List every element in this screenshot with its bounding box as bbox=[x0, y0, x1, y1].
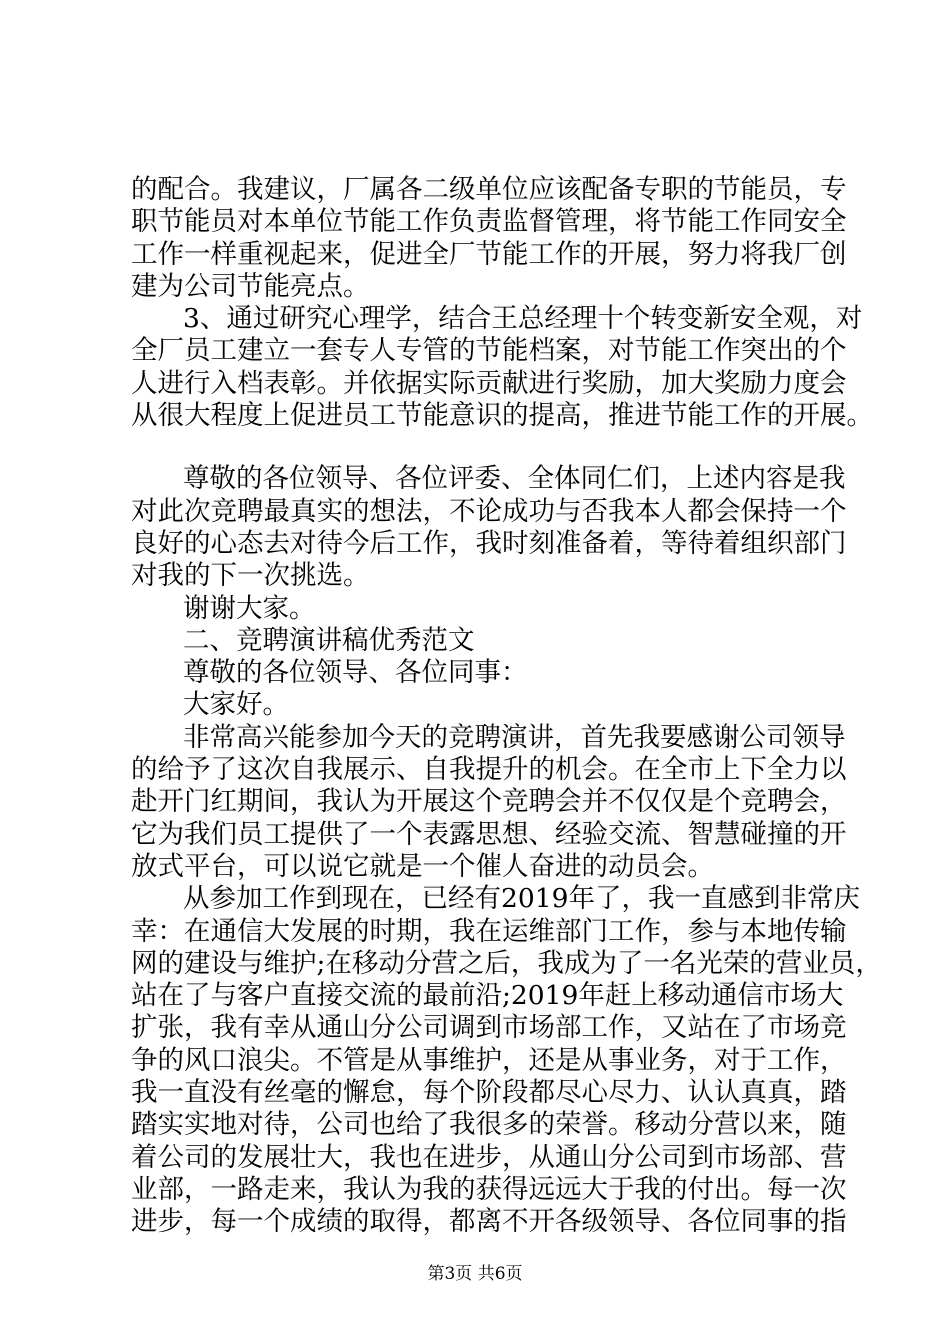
paragraph bbox=[131, 657, 836, 689]
text-line: 争的风口浪尖。不管是从事维护，还是从事业务，对于工作， bbox=[131, 1044, 847, 1076]
text-line: 的给予了这次自我展示、自我提升的机会。在全市上下全力以 bbox=[131, 754, 847, 786]
text-line: 人进行入档表彰。并依据实际贡献进行奖励，加大奖励力度会 bbox=[131, 367, 847, 399]
document-body bbox=[131, 174, 882, 1239]
paragraph bbox=[131, 593, 836, 625]
paragraph bbox=[131, 883, 882, 1238]
text-line: 网的建设与维护;在移动分营之后，我成为了一名光荣的营业员， bbox=[131, 947, 882, 979]
text-line: 着公司的发展壮大，我也在进步，从通山分公司到市场部、营 bbox=[131, 1141, 847, 1173]
text-line: 它为我们员工提供了一个表露思想、经验交流、智慧碰撞的开 bbox=[131, 818, 847, 850]
paragraph bbox=[131, 721, 847, 883]
text-line: 我一直没有丝毫的懈怠，每个阶段都尽心尽力、认认真真，踏 bbox=[131, 1077, 847, 1109]
paragraph bbox=[131, 463, 847, 592]
text-line: 二、竞聘演讲稿优秀范文 bbox=[183, 624, 475, 656]
text-line: 对此次竞聘最真实的想法，不论成功与否我本人都会保持一个 bbox=[131, 495, 847, 527]
paragraph-gap bbox=[131, 432, 836, 463]
text-line: 业部，一路走来，我认为我的获得远远大于我的付出。每一次 bbox=[131, 1173, 847, 1205]
text-line: 放式平台，可以说它就是一个催人奋进的动员会。 bbox=[131, 850, 714, 882]
text-line: 尊敬的各位领导、各位同事： bbox=[183, 657, 528, 689]
text-line: 谢谢大家。 bbox=[183, 592, 316, 624]
page-footer: 第3页 共6页 bbox=[427, 1264, 523, 1284]
text-line: 工作一样重视起来，促进全厂节能工作的开展，努力将我厂创 bbox=[131, 238, 847, 270]
text-line: 职节能员对本单位节能工作负责监督管理，将节能工作同安全 bbox=[131, 206, 847, 238]
text-line: 尊敬的各位领导、各位评委、全体同仁们，上述内容是我 bbox=[183, 463, 846, 495]
text-line: 进步，每一个成绩的取得，都离不开各级领导、各位同事的指 bbox=[131, 1206, 847, 1238]
text-line: 非常高兴能参加今天的竞聘演讲，首先我要感谢公司领导 bbox=[183, 721, 846, 753]
text-line: 从很大程度上促进员工节能意识的提高，推进节能工作的开展。 bbox=[131, 400, 873, 432]
text-line: 站在了与客户直接交流的最前沿;2019年赶上移动通信市场大 bbox=[131, 980, 844, 1012]
text-line: 良好的心态去对待今后工作，我时刻准备着，等待着组织部门 bbox=[131, 527, 847, 559]
text-line: 扩张，我有幸从通山分公司调到市场部工作，又站在了市场竞 bbox=[131, 1012, 847, 1044]
paragraph bbox=[131, 303, 873, 432]
paragraph bbox=[131, 174, 847, 303]
text-line: 全厂员工建立一套专人专管的节能档案，对节能工作突出的个 bbox=[131, 335, 847, 367]
text-line: 建为公司节能亮点。 bbox=[131, 270, 370, 302]
text-line: 的配合。我建议，厂属各二级单位应该配备专职的节能员，专 bbox=[131, 174, 847, 205]
text-line: 从参加工作到现在，已经有2019年了，我一直感到非常庆 bbox=[183, 883, 860, 915]
text-line: 3、通过研究心理学，结合王总经理十个转变新安全观，对 bbox=[183, 303, 863, 335]
text-line: 赴开门红期间，我认为开展这个竞聘会并不仅仅是个竞聘会， bbox=[131, 786, 847, 818]
paragraph bbox=[131, 625, 836, 657]
text-line: 幸：在通信大发展的时期，我在运维部门工作，参与本地传输 bbox=[131, 915, 847, 947]
text-line: 对我的下一次挑选。 bbox=[131, 560, 370, 592]
text-line: 大家好。 bbox=[183, 689, 289, 721]
paragraph bbox=[131, 689, 836, 721]
text-line: 踏实实地对待，公司也给了我很多的荣誉。移动分营以来，随 bbox=[131, 1109, 847, 1141]
